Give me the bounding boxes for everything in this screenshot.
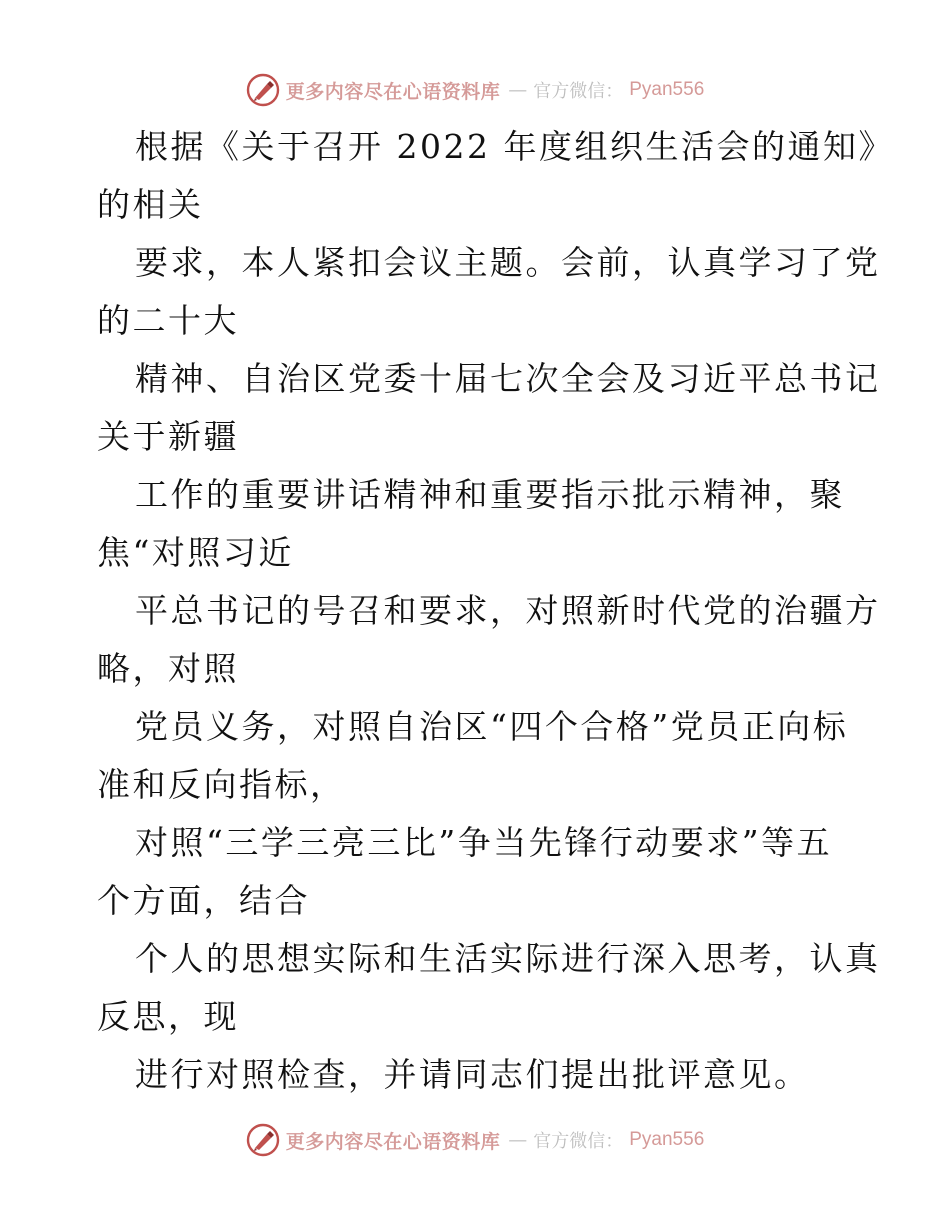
text-line: 根据《关于召开 2022 年度组织生活会的通知》: [135, 127, 894, 166]
paragraph-line-group: [0, 118, 950, 234]
text-line: 工作的重要讲话精神和重要指示批示精神，聚: [135, 475, 845, 514]
text-line: 进行对照检查，并请同志们提出批评意见。: [135, 1055, 810, 1094]
text-line: 略，对照: [97, 649, 239, 688]
text-line: 反思，现: [97, 997, 239, 1036]
paragraph-line-group: [0, 466, 950, 582]
text-line: 关于新疆: [97, 417, 239, 456]
header-brand-text: 更多内容尽在心语资料库: [285, 80, 501, 103]
paragraph-line-group: [0, 930, 950, 1046]
paragraph-line-group: [0, 582, 950, 698]
text-line: 对照“三学三亮三比”争当先锋行动要求”等五: [135, 823, 833, 862]
body-text: [0, 118, 950, 1104]
paragraph-line-group: [0, 814, 950, 930]
header-official-label: 官方微信：: [533, 81, 624, 102]
header-wechat-id: Pyan556: [629, 79, 705, 100]
text-line: 精神、自治区党委十届七次全会及习近平总书记: [135, 359, 881, 398]
pen-logo-icon: [246, 1123, 280, 1157]
header-separator: —: [508, 79, 526, 101]
text-line: 焦“对照习近: [97, 533, 294, 572]
header-banner: [0, 70, 950, 110]
text-line: 要求，本人紧扣会议主题。会前，认真学习了党: [135, 243, 881, 282]
footer-brand-text: 更多内容尽在心语资料库: [285, 1130, 501, 1153]
pen-logo-icon: [246, 73, 280, 107]
text-line: 个人的思想实际和生活实际进行深入思考，认真: [135, 939, 881, 978]
footer-banner: [0, 1120, 950, 1160]
paragraph-line-group: [0, 234, 950, 350]
footer-wechat-id: Pyan556: [629, 1129, 705, 1150]
text-line: 党员义务，对照自治区“四个合格”党员正向标: [135, 707, 849, 746]
paragraph-line-group: [0, 698, 950, 814]
text-line: 个方面，结合: [97, 881, 310, 920]
paragraph-line-group: [0, 350, 950, 466]
text-line: 平总书记的号召和要求，对照新时代党的治疆方: [135, 591, 881, 630]
text-line: 的二十大: [97, 301, 239, 340]
text-line: 的相关: [97, 185, 204, 224]
paragraph-line-group: [0, 1046, 950, 1104]
text-line: 准和反向指标，: [97, 765, 346, 804]
footer-official-label: 官方微信：: [533, 1131, 624, 1152]
footer-separator: —: [508, 1129, 526, 1151]
